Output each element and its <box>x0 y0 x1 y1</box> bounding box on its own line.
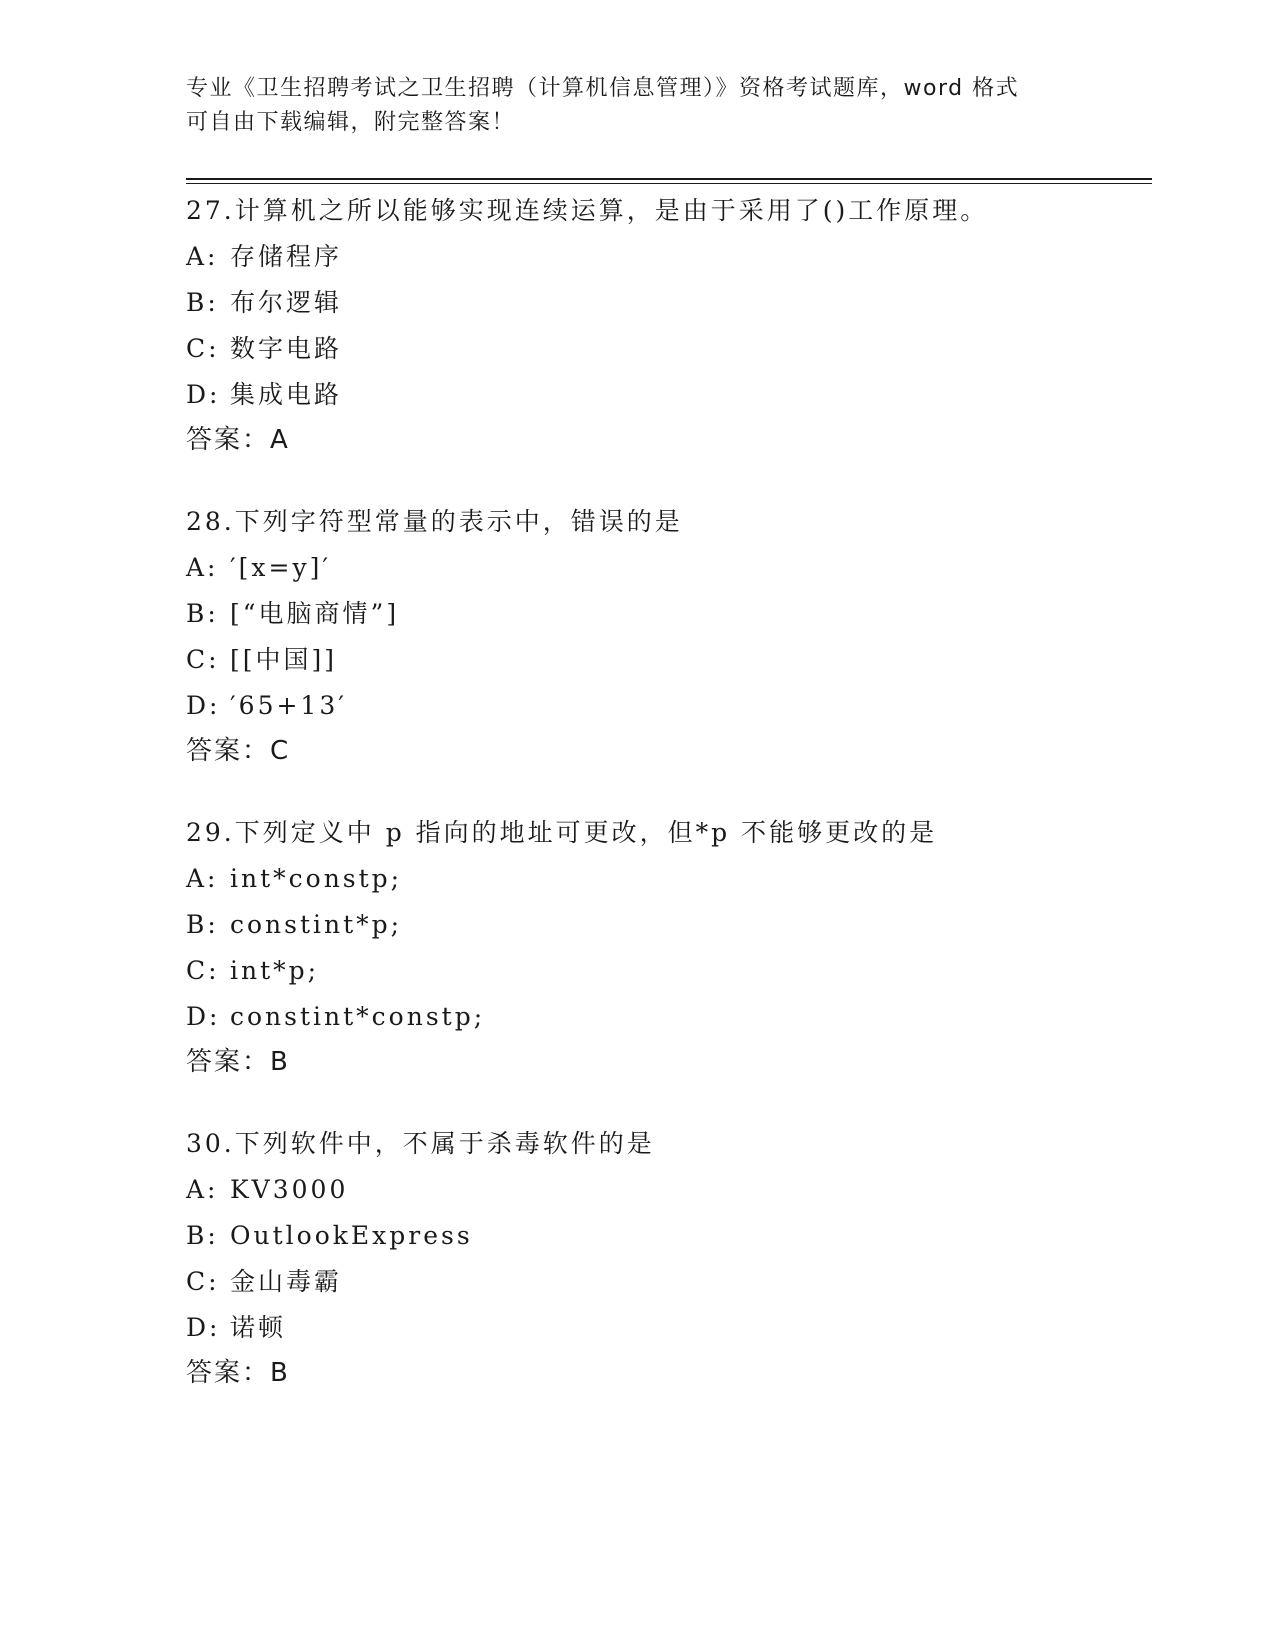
option-a <box>186 545 1152 591</box>
option-text: constint*constp; <box>230 1002 486 1031</box>
option-key: A: <box>186 553 219 582</box>
header-divider-thick <box>186 178 1152 180</box>
answer-line: 答案：B <box>186 1358 290 1388</box>
option-key: D: <box>186 1313 221 1342</box>
option-key: C: <box>186 645 220 674</box>
option-key: D: <box>186 380 221 409</box>
option-text: constint*p; <box>230 910 403 939</box>
option-d <box>186 683 1152 729</box>
option-key: B: <box>186 599 219 628</box>
option-text: 诺顿 <box>230 1313 287 1342</box>
option-b <box>186 591 1152 637</box>
option-key: B: <box>186 910 219 939</box>
header-line-1: 专业《卫生招聘考试之卫生招聘（计算机信息管理）》资格考试题库，word 格式 <box>186 76 1020 101</box>
option-text: [“电脑商情”] <box>230 599 400 628</box>
option-key: A: <box>186 242 219 271</box>
option-key: C: <box>186 334 220 363</box>
option-c <box>186 326 1152 372</box>
option-a <box>186 234 1152 280</box>
option-text: 存储程序 <box>230 242 343 271</box>
answer-line: 答案：B <box>186 1047 290 1077</box>
option-key: C: <box>186 1267 220 1296</box>
answer-line: 答案：C <box>186 736 291 766</box>
question-29 <box>186 810 1152 1084</box>
option-text: int*p; <box>230 956 320 985</box>
header-line-2: 可自由下载编辑，附完整答案！ <box>186 110 516 135</box>
option-key: B: <box>186 1221 219 1250</box>
option-key: A: <box>186 864 219 893</box>
answer-line: 答案：A <box>186 425 290 455</box>
option-c <box>186 948 1152 994</box>
option-key: D: <box>186 691 221 720</box>
option-d <box>186 372 1152 418</box>
question-list <box>186 188 1152 1432</box>
option-key: D: <box>186 1002 221 1031</box>
option-text: int*constp; <box>230 864 403 893</box>
header-divider-thin <box>186 183 1152 184</box>
question-title: 27.计算机之所以能够实现连续运算，是由于采用了()工作原理。 <box>186 196 989 225</box>
option-key: B: <box>186 288 219 317</box>
option-b <box>186 1213 1152 1259</box>
option-text: 金山毒霸 <box>230 1267 343 1296</box>
option-b <box>186 902 1152 948</box>
option-d <box>186 1305 1152 1351</box>
option-a <box>186 856 1152 902</box>
option-b <box>186 280 1152 326</box>
option-text: [[中国]] <box>230 645 338 674</box>
option-d <box>186 994 1152 1040</box>
question-title: 28.下列字符型常量的表示中，错误的是 <box>186 507 683 536</box>
document-header <box>186 72 1066 140</box>
option-c <box>186 1259 1152 1305</box>
question-30 <box>186 1121 1152 1395</box>
question-28 <box>186 499 1152 773</box>
question-27 <box>186 188 1152 462</box>
option-text: 布尔逻辑 <box>230 288 343 317</box>
option-a <box>186 1167 1152 1213</box>
question-title: 30.下列软件中，不属于杀毒软件的是 <box>186 1129 655 1158</box>
question-title: 29.下列定义中 p 指向的地址可更改，但*p 不能够更改的是 <box>186 818 938 847</box>
option-text: 数字电路 <box>230 334 343 363</box>
option-key: C: <box>186 956 220 985</box>
option-text: KV3000 <box>230 1175 349 1204</box>
option-text: OutlookExpress <box>230 1221 473 1250</box>
option-text: ′65+13′ <box>230 691 347 720</box>
option-text: ′[x=y]′ <box>230 553 332 582</box>
option-text: 集成电路 <box>230 380 343 409</box>
option-key: A: <box>186 1175 219 1204</box>
option-c <box>186 637 1152 683</box>
